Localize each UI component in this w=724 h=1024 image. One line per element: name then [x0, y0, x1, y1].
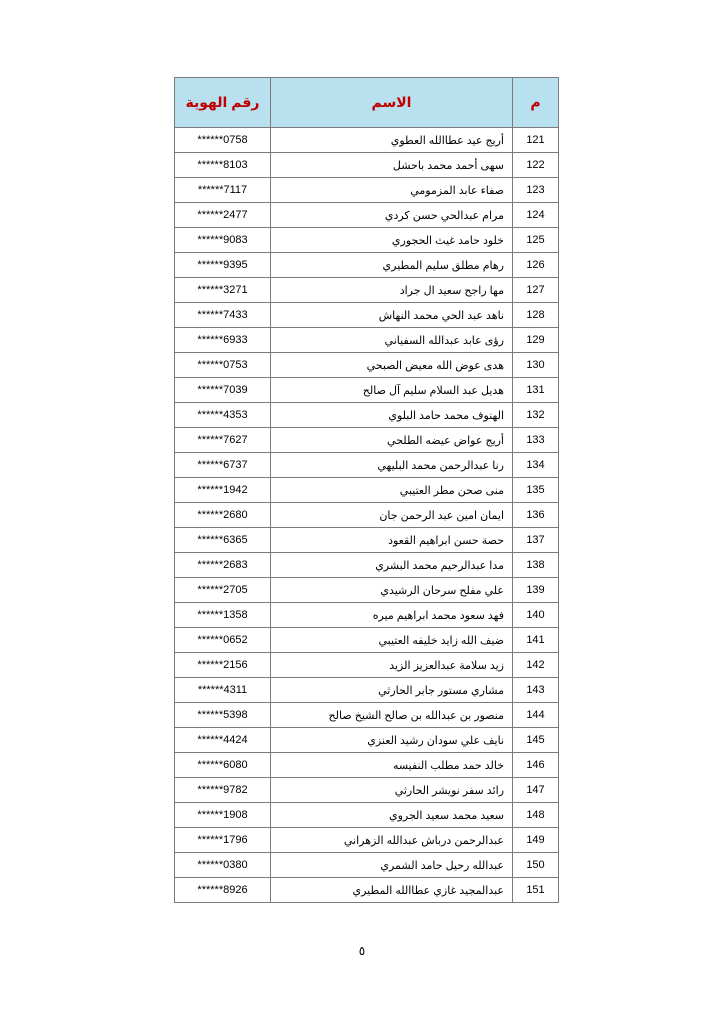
row-id-number: ******8926 — [175, 878, 271, 903]
table-row — [175, 678, 559, 703]
row-number: 149 — [513, 828, 559, 853]
row-number: 129 — [513, 328, 559, 353]
row-number: 133 — [513, 428, 559, 453]
row-number: 148 — [513, 803, 559, 828]
table-row — [175, 553, 559, 578]
row-id-number: ******4424 — [175, 728, 271, 753]
row-number: 141 — [513, 628, 559, 653]
row-id-number: ******9083 — [175, 228, 271, 253]
row-id-number: ******4353 — [175, 403, 271, 428]
row-name: زيد سلامة عبدالعزيز الزيد — [271, 653, 513, 678]
table-row — [175, 728, 559, 753]
table-row — [175, 378, 559, 403]
table-row — [175, 503, 559, 528]
table-row — [175, 228, 559, 253]
table-row — [175, 603, 559, 628]
table-row — [175, 628, 559, 653]
row-name: رائد سفر نويشر الحارثي — [271, 778, 513, 803]
row-name: أريج عيد عطاالله العطوي — [271, 128, 513, 153]
row-number: 150 — [513, 853, 559, 878]
table-row — [175, 578, 559, 603]
row-name: عبدالرحمن درباش عبدالله الزهراني — [271, 828, 513, 853]
table-row — [175, 803, 559, 828]
row-id-number: ******0652 — [175, 628, 271, 653]
row-id-number: ******2683 — [175, 553, 271, 578]
row-number: 134 — [513, 453, 559, 478]
row-name: حصة حسن ابراهيم القعود — [271, 528, 513, 553]
row-id-number: ******9395 — [175, 253, 271, 278]
table-row — [175, 203, 559, 228]
table-row — [175, 478, 559, 503]
row-name: مشاري مستور جابر الحارثي — [271, 678, 513, 703]
row-name: ضيف الله زايد خليفه العتيبي — [271, 628, 513, 653]
row-number: 136 — [513, 503, 559, 528]
row-name: سعيد محمد سعيد الجروي — [271, 803, 513, 828]
row-id-number: ******2680 — [175, 503, 271, 528]
table-header — [175, 78, 559, 128]
row-name: أريج عواض عيضه الطلحي — [271, 428, 513, 453]
row-id-number: ******7039 — [175, 378, 271, 403]
row-name: ناهد عبد الحي محمد النهاش — [271, 303, 513, 328]
row-name: فهد سعود محمد ابراهيم ميره — [271, 603, 513, 628]
row-id-number: ******1358 — [175, 603, 271, 628]
row-name: مدا عبدالرحيم محمد البشري — [271, 553, 513, 578]
row-number: 137 — [513, 528, 559, 553]
row-name: مها راجح سعيد ال جراد — [271, 278, 513, 303]
table-row — [175, 653, 559, 678]
header-number: م — [513, 78, 559, 128]
row-name: نايف علي سودان رشيد العنزي — [271, 728, 513, 753]
header-name: الاسم — [271, 78, 513, 128]
table-row — [175, 428, 559, 453]
row-name: رؤى عابد عبدالله السفياني — [271, 328, 513, 353]
row-id-number: ******5398 — [175, 703, 271, 728]
row-number: 122 — [513, 153, 559, 178]
row-number: 127 — [513, 278, 559, 303]
row-number: 123 — [513, 178, 559, 203]
table-row — [175, 278, 559, 303]
table-row — [175, 153, 559, 178]
table-row — [175, 878, 559, 903]
row-name: عبدالله رحيل حامد الشمري — [271, 853, 513, 878]
row-number: 145 — [513, 728, 559, 753]
row-number: 146 — [513, 753, 559, 778]
row-id-number: ******1796 — [175, 828, 271, 853]
table-row — [175, 778, 559, 803]
table-body — [175, 128, 559, 903]
row-name: عبدالمجيد غازي عطاالله المطيري — [271, 878, 513, 903]
row-id-number: ******7433 — [175, 303, 271, 328]
row-number: 128 — [513, 303, 559, 328]
header-row — [175, 78, 559, 128]
row-name: مرام عبدالحي حسن كردي — [271, 203, 513, 228]
row-id-number: ******6737 — [175, 453, 271, 478]
row-id-number: ******0380 — [175, 853, 271, 878]
row-number: 142 — [513, 653, 559, 678]
row-id-number: ******3271 — [175, 278, 271, 303]
row-id-number: ******0758 — [175, 128, 271, 153]
row-id-number: ******0753 — [175, 353, 271, 378]
row-number: 121 — [513, 128, 559, 153]
row-name: منى صحن مطر العتيبي — [271, 478, 513, 503]
header-id-number: رقم الهوية — [175, 78, 271, 128]
row-id-number: ******6365 — [175, 528, 271, 553]
row-id-number: ******8103 — [175, 153, 271, 178]
row-number: 140 — [513, 603, 559, 628]
row-id-number: ******6933 — [175, 328, 271, 353]
row-id-number: ******6080 — [175, 753, 271, 778]
table-row — [175, 178, 559, 203]
row-name: خالد حمد مطلب النفيسه — [271, 753, 513, 778]
row-name: منصور بن عبدالله بن صالح الشيخ صالح — [271, 703, 513, 728]
row-number: 144 — [513, 703, 559, 728]
table-row — [175, 753, 559, 778]
row-id-number: ******4311 — [175, 678, 271, 703]
row-name: هدى عوض الله معيض الصبحي — [271, 353, 513, 378]
row-number: 124 — [513, 203, 559, 228]
row-id-number: ******1908 — [175, 803, 271, 828]
row-number: 131 — [513, 378, 559, 403]
row-number: 147 — [513, 778, 559, 803]
row-number: 125 — [513, 228, 559, 253]
table-row — [175, 853, 559, 878]
row-name: رنا عبدالرحمن محمد البليهي — [271, 453, 513, 478]
table-row — [175, 328, 559, 353]
row-id-number: ******9782 — [175, 778, 271, 803]
table-row — [175, 453, 559, 478]
table-row — [175, 703, 559, 728]
row-number: 126 — [513, 253, 559, 278]
row-name: ايمان امين عبد الرحمن جان — [271, 503, 513, 528]
row-number: 151 — [513, 878, 559, 903]
row-number: 135 — [513, 478, 559, 503]
names-table — [174, 77, 559, 903]
row-name: علي مفلح سرحان الرشيدي — [271, 578, 513, 603]
table-row — [175, 828, 559, 853]
row-name: خلود حامد غيث الحجوري — [271, 228, 513, 253]
row-number: 143 — [513, 678, 559, 703]
row-number: 138 — [513, 553, 559, 578]
row-id-number: ******7117 — [175, 178, 271, 203]
table-row — [175, 353, 559, 378]
table-row — [175, 528, 559, 553]
table-row — [175, 253, 559, 278]
row-id-number: ******2705 — [175, 578, 271, 603]
row-name: هديل عبد السلام سليم آل صالح — [271, 378, 513, 403]
table-row — [175, 403, 559, 428]
row-id-number: ******1942 — [175, 478, 271, 503]
row-number: 132 — [513, 403, 559, 428]
row-id-number: ******2156 — [175, 653, 271, 678]
page-number: ٥ — [358, 944, 366, 958]
row-name: صفاء عابد المزمومي — [271, 178, 513, 203]
row-number: 130 — [513, 353, 559, 378]
row-number: 139 — [513, 578, 559, 603]
row-name: رهام مطلق سليم المطيري — [271, 253, 513, 278]
table-row — [175, 303, 559, 328]
row-id-number: ******2477 — [175, 203, 271, 228]
row-name: الهنوف محمد حامد البلوي — [271, 403, 513, 428]
row-name: سهى أحمد محمد باحشل — [271, 153, 513, 178]
table-row — [175, 128, 559, 153]
row-id-number: ******7627 — [175, 428, 271, 453]
